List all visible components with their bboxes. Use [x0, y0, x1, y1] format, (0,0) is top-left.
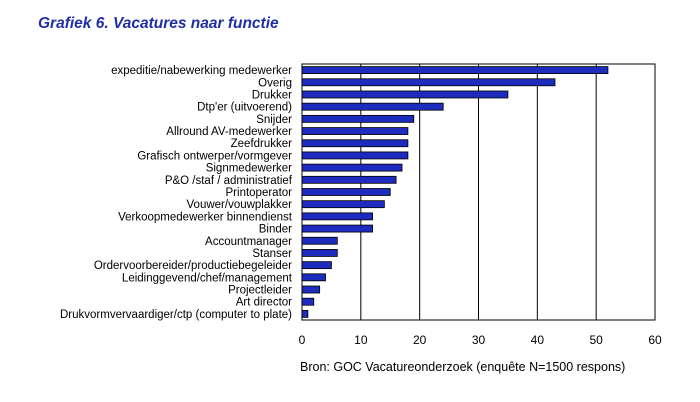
- chart-title: Grafiek 6. Vacatures naar functie: [38, 15, 279, 32]
- x-tick-label: 50: [589, 333, 603, 347]
- bar: [302, 286, 320, 293]
- category-label: Overig: [258, 77, 292, 90]
- bar: [302, 274, 326, 281]
- bar: [302, 225, 373, 232]
- category-label: Leidinggevend/chef/management: [121, 272, 292, 285]
- gridlines: [361, 64, 596, 320]
- category-label: P&O /staf / administratief: [164, 174, 292, 187]
- category-label: Signmedewerker: [205, 162, 292, 175]
- category-label: Binder: [258, 223, 292, 236]
- bar: [302, 164, 402, 171]
- category-label: Art director: [235, 296, 292, 309]
- bar: [302, 310, 308, 317]
- bar: [302, 249, 337, 256]
- category-label: Dtp'er (uitvoerend): [197, 101, 292, 114]
- bar: [302, 140, 408, 147]
- x-tick-label: 40: [530, 333, 545, 347]
- category-label: Ordervoorbereider/productiebegeleider: [93, 260, 292, 273]
- bar: [302, 152, 408, 159]
- category-label: Drukvormvervaardiger/ctp (computer to plate): [60, 308, 292, 321]
- x-tick-label: 20: [412, 333, 427, 347]
- source-note: Bron: GOC Vacatureonderzoek (enquête N=1500 respons): [300, 360, 626, 374]
- bars: [302, 67, 608, 318]
- category-label: Vouwer/vouwplakker: [186, 199, 292, 212]
- bar: [302, 213, 373, 220]
- bar: [302, 298, 314, 305]
- category-label: Verkoopmedewerker binnendienst: [118, 211, 292, 224]
- bar: [302, 115, 414, 122]
- bar: [302, 237, 337, 244]
- category-label: Projectleider: [228, 284, 292, 297]
- bar: [302, 201, 384, 208]
- x-tick-labels: [299, 333, 662, 347]
- x-tick-label: 10: [354, 333, 368, 347]
- category-label: Accountmanager: [205, 235, 292, 248]
- bar: [302, 103, 443, 110]
- category-label: Grafisch ontwerper/vormgever: [137, 150, 292, 163]
- category-label: expeditie/nabewerking medewerker: [111, 65, 292, 78]
- category-label: Zeefdrukker: [230, 138, 292, 151]
- bar: [302, 189, 390, 196]
- bar: [302, 79, 555, 86]
- category-label: Allround AV-medewerker: [166, 126, 292, 139]
- category-label: Drukker: [251, 89, 292, 102]
- x-tick-label: 30: [471, 333, 486, 347]
- category-label: Stanser: [252, 247, 292, 260]
- bar: [302, 67, 608, 74]
- x-tick-label: 0: [298, 333, 306, 347]
- category-label: Snijder: [256, 113, 292, 126]
- bar: [302, 262, 331, 269]
- category-label: Printoperator: [225, 187, 292, 199]
- bar: [302, 176, 396, 183]
- x-tick-label: 60: [648, 333, 662, 347]
- category-labels: [60, 65, 293, 321]
- bar: [302, 128, 408, 135]
- bar: [302, 91, 508, 98]
